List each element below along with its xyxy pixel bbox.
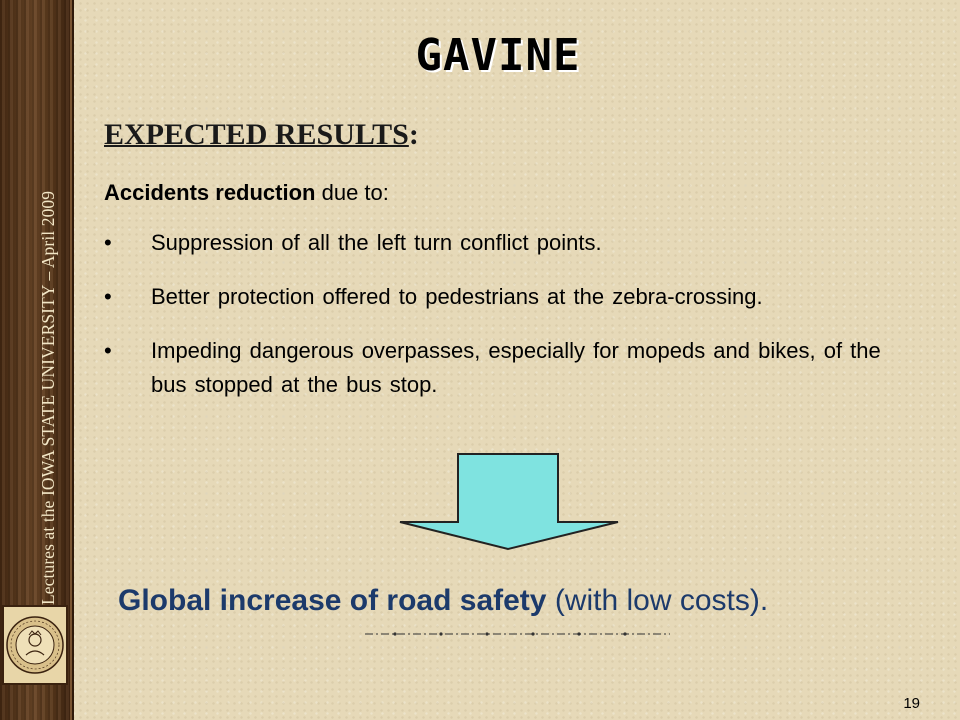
section-heading (104, 118, 419, 152)
conclusion-rest: (with low costs). (546, 584, 769, 617)
page-number: 19 (903, 695, 920, 712)
down-arrow-icon (396, 452, 622, 552)
slide-title: GAVINE (415, 30, 581, 81)
bullet-marker: • (104, 338, 112, 363)
bullet-text: Suppression of all the left turn conflict points. (151, 230, 602, 255)
university-seal (2, 605, 68, 685)
intro-rest: due to: (315, 180, 389, 205)
section-heading-colon: : (408, 118, 419, 151)
bullet-item (104, 226, 904, 260)
bullet-item (104, 280, 904, 314)
bullet-marker: • (104, 284, 112, 309)
bullet-item (104, 334, 904, 402)
seal-emblem-icon (4, 607, 66, 683)
conclusion-bold: Global increase of road safety (118, 584, 547, 617)
sidebar-caption: Lectures at the IOWA STATE UNIVERSITY – April 2009 (38, 190, 58, 605)
intro-bold: Accidents reduction (104, 180, 316, 205)
section-heading-text: EXPECTED RESULTS (104, 118, 409, 151)
conclusion-line (118, 584, 768, 618)
bullet-list (104, 226, 904, 422)
intro-line (104, 180, 389, 206)
bullet-text: Better protection offered to pedestrians at the zebra-crossing. (151, 284, 763, 309)
decorative-dash-divider (365, 628, 670, 640)
bullet-text: Impeding dangerous overpasses, especially for mopeds and bikes, of the bus stopped at the bus stop. (151, 338, 881, 397)
bullet-marker: • (104, 230, 112, 255)
